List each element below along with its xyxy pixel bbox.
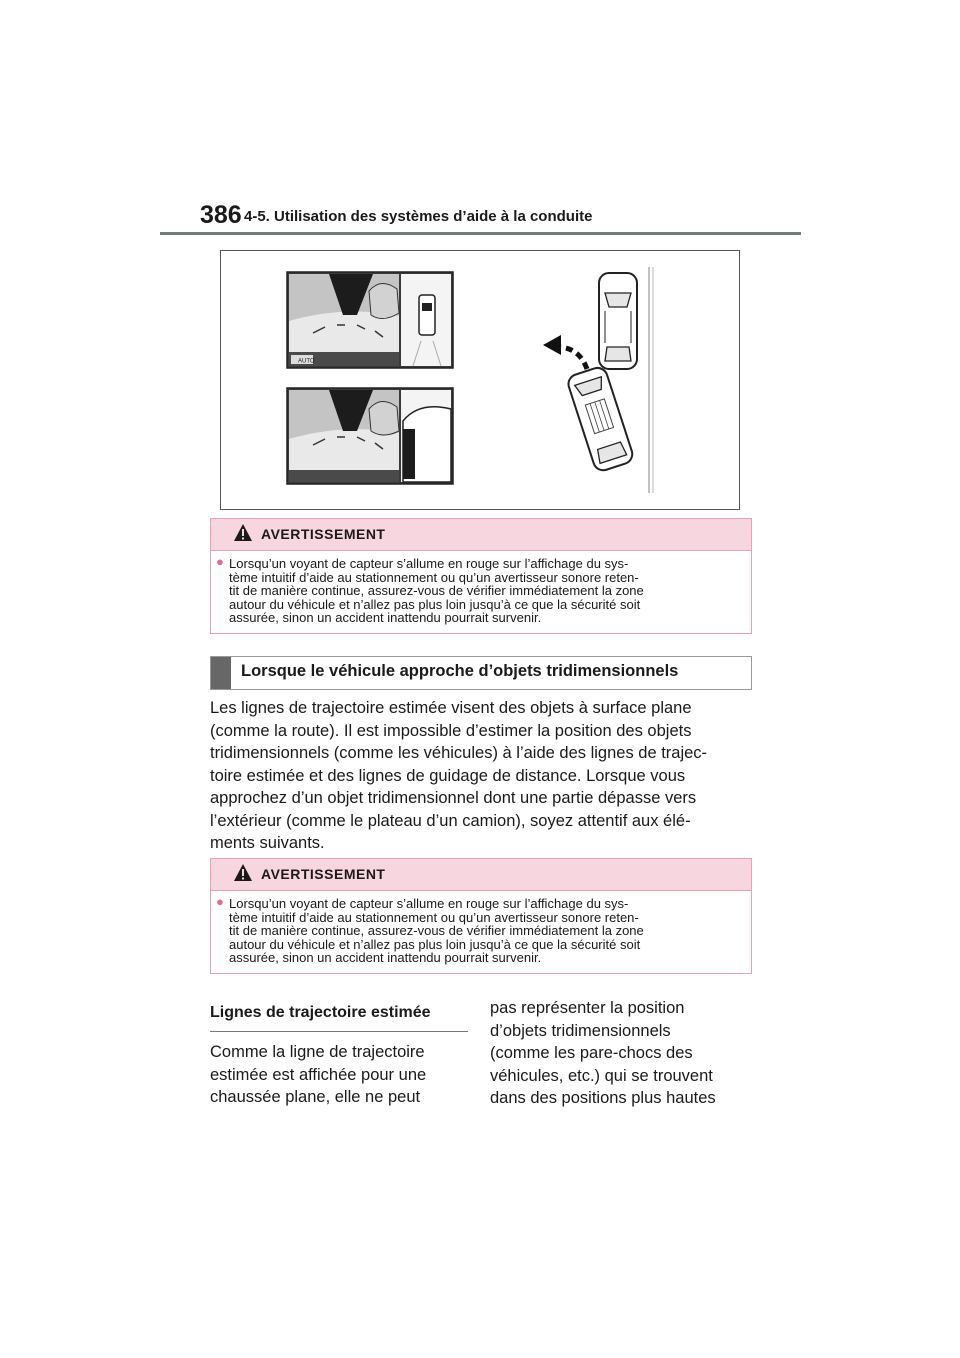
subsection-rule [210, 1031, 468, 1032]
warning-line: assurée, sinon un accident inattendu pourrait survenir. [229, 950, 542, 965]
right-column-text [490, 997, 716, 1110]
paragraph-line: approchez d’un objet tridimensionnel dont une partie dépasse vers [210, 789, 697, 807]
bullet-icon: ● [216, 894, 224, 909]
warning-title: AVERTISSEMENT [261, 866, 386, 882]
warning-box [210, 858, 752, 974]
motion-arrow [543, 335, 587, 369]
auto-label: AUTO [298, 358, 315, 365]
illustration-svg [221, 251, 739, 509]
paragraph-line: tridimensionnels (comme les véhicules) à l’aide des lignes de trajec- [210, 744, 708, 762]
paragraph-line: Les lignes de trajectoire estimée visent des objets à surface plane [210, 699, 692, 717]
warning-text [211, 551, 751, 633]
header-rule [160, 232, 801, 235]
warning-line: assurée, sinon un accident inattendu pourrait survenir. [229, 610, 542, 625]
warning-header [211, 519, 751, 551]
column-line: dans des positions plus hautes [490, 1089, 716, 1107]
column-line: Comme la ligne de trajectoire [210, 1043, 425, 1061]
left-column-text [210, 1041, 426, 1109]
warning-line: tit de manière continue, assurez-vous de vérifier immédiatement la zone [229, 923, 644, 938]
section-heading-text: Lorsque le véhicule approche d’objets tridimensionnels [241, 662, 679, 680]
page-number: 386 [200, 201, 242, 229]
paragraph-line: toire estimée et des lignes de guidage de distance. Lorsque vous [210, 766, 686, 785]
warning-line: tit de manière continue, assurez-vous de vérifier immédiatement la zone [229, 583, 644, 598]
monitor-screen-top [287, 272, 453, 368]
paragraph-line: ments suivants. [210, 834, 325, 852]
parked-car [599, 273, 637, 369]
warning-line: autour du véhicule et n’allez pas plus loin jusqu’à ce que la sécurité soit [229, 936, 641, 952]
warning-header [211, 859, 751, 891]
monitor-screen-bottom [287, 388, 453, 484]
warning-box [210, 518, 752, 634]
warning-title: AVERTISSEMENT [261, 526, 386, 542]
chapter-title: 4-5. Utilisation des systèmes d’aide à la conduite [244, 208, 593, 225]
warning-triangle-icon [233, 523, 253, 542]
column-line: d’objets tridimensionnels [490, 1021, 671, 1040]
warning-line: Lorsqu’un voyant de capteur s’allume en rouge sur l’affichage du sys- [229, 896, 629, 911]
warning-text [211, 891, 751, 973]
warning-triangle-icon [233, 863, 253, 882]
column-line: chaussée plane, elle ne peut [210, 1088, 421, 1106]
paragraph-line: (comme la route). Il est impossible d’estimer la position des objets [210, 721, 692, 740]
body-paragraph [210, 697, 707, 855]
warning-line: Lorsqu’un voyant de capteur s’allume en rouge sur l’affichage du sys- [229, 556, 629, 571]
paragraph-line: l’extérieur (comme le plateau d’un camion), soyez attentif aux élé- [210, 811, 691, 830]
warning-line: tème intuitif d’aide au stationnement ou qu’un avertisseur sonore reten- [229, 569, 639, 585]
reversing-car [566, 365, 635, 472]
section-heading [210, 656, 752, 690]
bullet-icon: ● [216, 554, 224, 569]
column-line: estimée est affichée pour une [210, 1065, 427, 1084]
column-line: (comme les pare-chocs des [490, 1044, 693, 1062]
warning-line: tème intuitif d’aide au stationnement ou qu’un avertisseur sonore reten- [229, 909, 639, 925]
column-line: pas représenter la position [490, 999, 685, 1017]
section-heading-bar [211, 657, 231, 689]
illustration-figure [220, 250, 740, 510]
warning-line: autour du véhicule et n’allez pas plus loin jusqu’à ce que la sécurité soit [229, 596, 641, 612]
subsection-heading: Lignes de trajectoire estimée [210, 1004, 431, 1021]
column-line: véhicules, etc.) qui se trouvent [490, 1066, 713, 1085]
